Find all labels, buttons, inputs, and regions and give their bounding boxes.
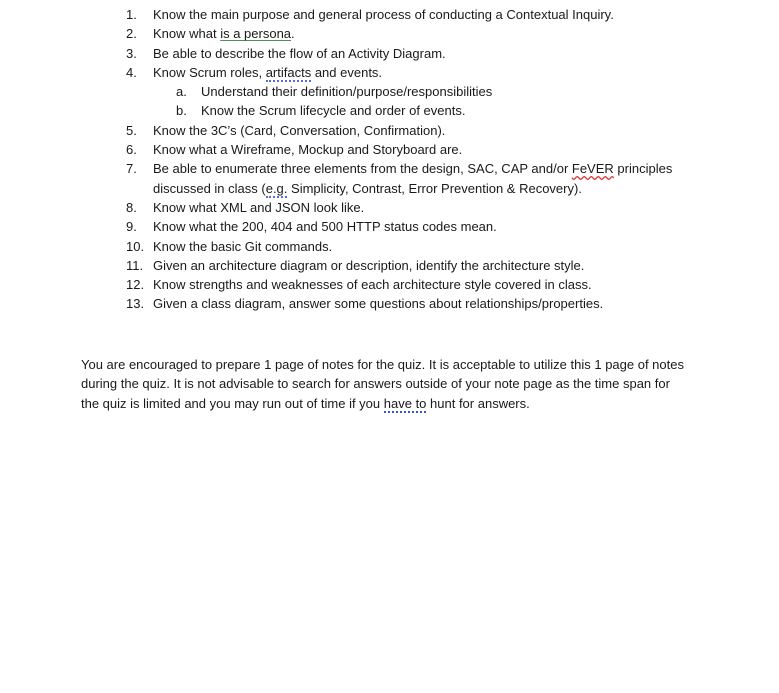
notes-paragraph: You are encouraged to prepare 1 page of notes for the quiz. It is acceptable to utilize this 1 page of notes during the quiz. It is not advisable to search for answers outside of your note page as the time span for the quiz is limited and you may run out of time if you have to hunt for answers. bbox=[81, 357, 684, 411]
sub-list-letter: a. bbox=[176, 84, 187, 100]
list-item-text: Know what the 200, 404 and 500 HTTP status codes mean. bbox=[153, 219, 497, 235]
list-item bbox=[0, 5, 779, 24]
list-number: 7. bbox=[126, 161, 137, 177]
sub-list-item-text: Understand their definition/purpose/responsibilities bbox=[201, 84, 493, 100]
list-number: 12. bbox=[126, 277, 145, 293]
list-number: 11. bbox=[126, 257, 144, 273]
list-item bbox=[0, 294, 779, 313]
style-marked-text[interactable]: artifacts bbox=[265, 64, 312, 80]
sub-list-item-text: Know the Scrum lifecycle and order of events. bbox=[201, 103, 466, 119]
list-item-text: Know what a Wireframe, Mockup and Storyboard are. bbox=[153, 142, 463, 158]
style-marked-text[interactable]: have to bbox=[383, 395, 427, 411]
list-item bbox=[0, 140, 779, 159]
list-item bbox=[0, 256, 779, 275]
list-item bbox=[0, 237, 779, 256]
list-number: 10. bbox=[126, 238, 145, 254]
list-item-text: Given an architecture diagram or description, identify the architecture style. bbox=[153, 257, 585, 273]
list-number: 6. bbox=[126, 142, 137, 158]
list-item bbox=[0, 121, 779, 140]
list-item-text: Know the main purpose and general process of conducting a Contextual Inquiry. bbox=[153, 7, 614, 22]
list-item bbox=[0, 217, 779, 236]
sub-list-letter: b. bbox=[176, 103, 187, 119]
list-item-text: Be able to describe the flow of an Activity Diagram. bbox=[153, 45, 446, 61]
list-item-text: Know what XML and JSON look like. bbox=[153, 199, 365, 215]
list-item bbox=[0, 275, 779, 294]
grammar-marked-text[interactable]: is a persona bbox=[220, 26, 292, 42]
list-item bbox=[0, 44, 779, 63]
list-item bbox=[0, 24, 779, 43]
spelling-marked-text[interactable]: FeVER bbox=[571, 161, 614, 177]
list-item-text: Know the basic Git commands. bbox=[153, 238, 333, 254]
sub-list-item bbox=[0, 82, 779, 101]
list-number: 5. bbox=[126, 122, 137, 138]
list-number: 1. bbox=[126, 7, 137, 22]
list-item-text: Know strengths and weaknesses of each architecture style covered in class. bbox=[153, 277, 592, 293]
list-item-text: Be able to enumerate three elements from the design, SAC, CAP and/or FeVER principles discussed in class (e.g. Simplicity, Contrast, Error Prevention & Recovery). bbox=[153, 161, 673, 196]
list-number: 13. bbox=[126, 296, 145, 312]
list-item-text: Know the 3C’s (Card, Conversation, Confirmation). bbox=[153, 122, 446, 138]
list-number: 4. bbox=[126, 64, 137, 80]
list-number: 8. bbox=[126, 199, 137, 215]
list-item-text: Know what is a persona. bbox=[153, 26, 295, 42]
list-item-text: Given a class diagram, answer some questions about relationships/properties. bbox=[153, 296, 604, 312]
list-item bbox=[0, 198, 779, 217]
quiz-topic-list bbox=[0, 5, 779, 314]
style-marked-text[interactable]: e.g. bbox=[265, 180, 288, 196]
list-item bbox=[0, 159, 779, 198]
list-number: 2. bbox=[126, 26, 137, 42]
list-number: 9. bbox=[126, 219, 137, 235]
list-item-text: Know Scrum roles, artifacts and events. bbox=[153, 64, 383, 80]
sub-list-item bbox=[0, 101, 779, 120]
list-item bbox=[0, 63, 779, 82]
list-number: 3. bbox=[126, 45, 137, 61]
